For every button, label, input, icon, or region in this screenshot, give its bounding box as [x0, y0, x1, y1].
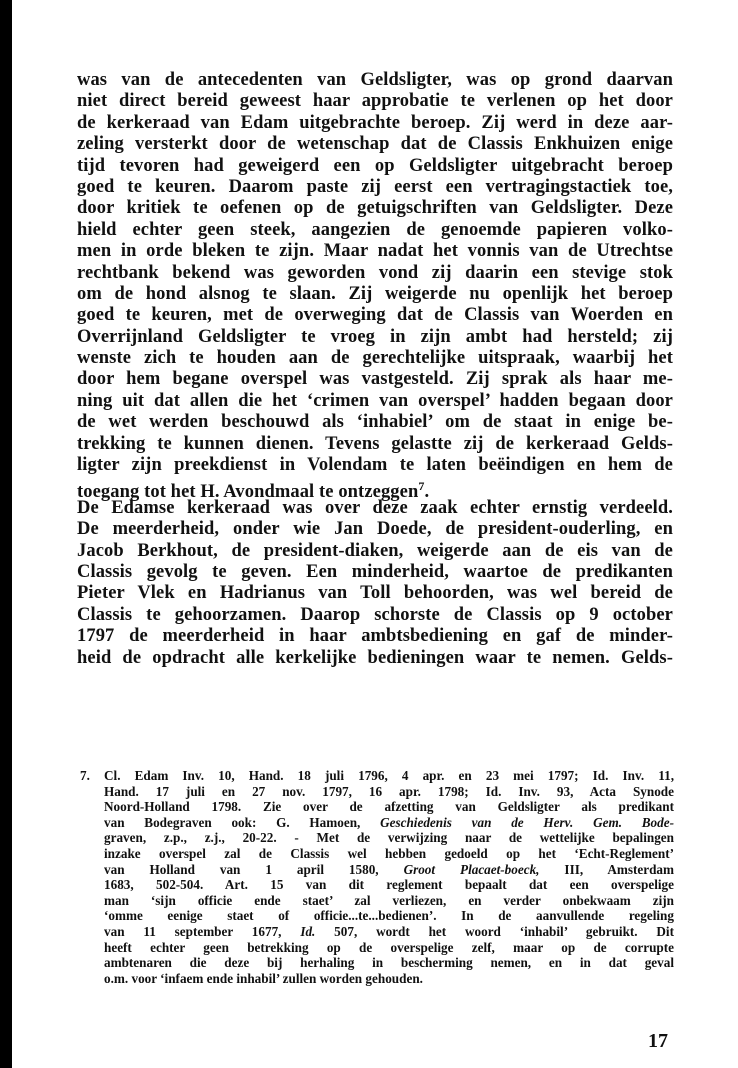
scan-page-edge [0, 0, 12, 1068]
text-line: Jacob Berkhout, de president-diaken, weigerde aan de eis van de [77, 540, 673, 561]
footnote-line-with-citation [104, 924, 674, 940]
text-line: men in orde bleken te zijn. Maar nadat het vonnis van de Utrechtse [77, 241, 673, 262]
text-line: heid de opdracht alle kerkelijke bedieningen waar te nemen. Gelds- [77, 647, 673, 668]
text-line: Overrijnland Geldsligter te vroeg in zijn ambt had hersteld; zij [77, 326, 673, 347]
footnote-number: 7. [80, 768, 90, 783]
text-line: om de hond alsnog te slaan. Zij weigerde nu openlijk het beroep [77, 283, 673, 304]
footnote-reference-period: . [424, 482, 430, 503]
text-line: rechtbank bekend was geworden vond zij daarin een stevige stok [77, 262, 673, 283]
text-line: hield echter geen steek, aangezien de genoemde papieren volko- [77, 219, 673, 240]
footnote-line-with-citation [104, 862, 674, 878]
footnote-line: 1683, 502-504. Art. 15 van dit reglement bepaalt dat een overspelige [104, 877, 674, 893]
text-line: De meerderheid, onder wie Jan Doede, de president-ouderling, en [77, 519, 673, 540]
text-line: goed te keuren, met de overweging dat de Classis van Woerden en [77, 305, 673, 326]
text-line: ning uit dat allen die het ‘crimen van overspel’ hadden begaan door [77, 390, 673, 411]
footnote-line: van Holland van 1 april 1580, [104, 861, 379, 877]
text-line: zeling versterkt door de wetenschap dat de Classis Enkhuizen enige [77, 134, 673, 155]
text-line: trekking te kunnen dienen. Tevens gelastte zij de kerkeraad Gelds- [77, 433, 673, 454]
footnote-italic-title: Id. [300, 923, 316, 939]
footnote-line: van 11 september 1677, [104, 923, 282, 939]
text-line: Classis gevolg te geven. Een minderheid, waartoe de predikanten [77, 561, 673, 582]
text-line: ligter zijn preekdienst in Volendam te laten beëindigen en hem de [77, 455, 673, 476]
footnote-line: o.m. voor ‘infaem ende inhabil’ zullen worden gehouden. [104, 970, 423, 986]
footnote-line: van Bodegraven ook: G. Hamoen, [104, 814, 361, 830]
footnote-line: ‘omme eenige staet of officie...te...bedienen’. In de aanvullende regeling [104, 908, 674, 924]
text-line: door kritiek te oefenen op de getuigschriften van Geldsligter. Deze [77, 198, 673, 219]
text-line: Pieter Vlek en Hadrianus van Toll behoorden, was wel bereid de [77, 583, 673, 604]
text-line: de kerkeraad van Edam uitgebrachte beroep. Zij werd in deze aar- [77, 112, 673, 133]
footnote-body [104, 768, 674, 986]
footnote-line: ambtenaren die deze bij herhaling in bescherming nemen, en in dat geval [104, 955, 674, 971]
text-line: was van de antecedenten van Geldsligter, was op grond daarvan [77, 70, 673, 90]
text-line: Classis te gehoorzamen. Daarop schorste de Classis op 9 october [77, 604, 673, 625]
footnote-italic-title: Groot Placaet-boeck, [403, 861, 540, 877]
footnote-italic-title: Geschiedenis van de Herv. Gem. Bode- [380, 814, 674, 830]
text-line: door hem begane overspel was vastgesteld. Zij sprak als haar me- [77, 369, 673, 390]
footnote-line: inzake overspel zal de Classis wel hebben gedoeld op het ‘Echt-Reglement’ [104, 845, 674, 861]
main-text [77, 70, 673, 669]
footnote-reference[interactable]: 7 [418, 479, 425, 494]
footnote-line: heeft echter geen betrekking op de overspelige zelf, maar op de corrupte [104, 939, 674, 955]
page-number: 17 [648, 1030, 668, 1052]
footnote-line: graven, z.p., z.j., 20-22. - Met de verwijzing naar de wettelijke bepalingen [104, 830, 674, 846]
text-line: de wet werden beschouwd als ‘inhabiel’ om de staat in enige be- [77, 412, 673, 433]
text-line: De Edamse kerkeraad was over deze zaak echter ernstig verdeeld. [77, 497, 673, 518]
footnote-line: Cl. Edam Inv. 10, Hand. 18 juli 1796, 4 apr. en 23 mei 1797; Id. Inv. 11, [104, 768, 674, 783]
text-line: goed te keuren. Daarom paste zij eerst een vertragingstactiek toe, [77, 176, 673, 197]
text-line: niet direct bereid geweest haar approbatie te verlenen op het door [77, 91, 673, 112]
text-line: 1797 de meerderheid in haar ambtsbediening en gaf de minder- [77, 626, 673, 647]
text-line: wenste zich te houden aan de gerechtelijke uitspraak, waarbij het [77, 348, 673, 369]
footnote-line-tail: III, Amsterdam [539, 861, 674, 877]
text-line: tijd tevoren had geweigerd een op Geldsligter uitgebracht beroep [77, 155, 673, 176]
text-line-with-footnote-ref [77, 476, 673, 503]
footnote-line: man ‘sijn officie ende staet’ zal verliezen, en verder onbekwaam zijn [104, 892, 674, 908]
footnote-line-tail: 507, wordt het woord ‘inhabil’ gebruikt. Dit [315, 923, 674, 939]
footnote-line-with-citation [104, 815, 674, 831]
text-line: toegang tot het H. Avondmaal te ontzeggen [77, 482, 419, 503]
footnote-line: Noord-Holland 1798. Zie over de afzetting van Geldsligter als predikant [104, 799, 674, 815]
footnote-line: Hand. 17 juli en 27 nov. 1797, 16 apr. 1798; Id. Inv. 93, Acta Synode [104, 783, 674, 799]
footnote-block [80, 768, 674, 986]
